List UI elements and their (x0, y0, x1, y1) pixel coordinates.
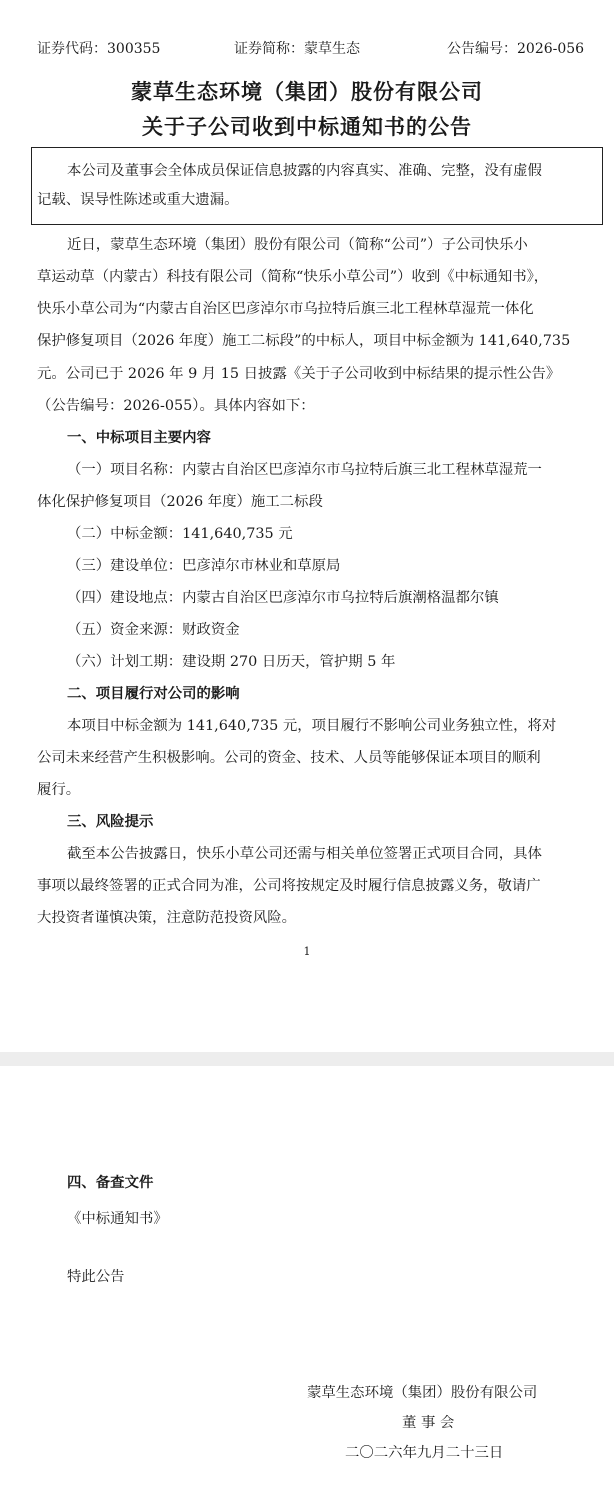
project-item: （四）建设地点：内蒙古自治区巴彦淖尔市乌拉特后旗潮格温都尔镇 (67, 590, 499, 606)
impact-line: 公司未来经营产生积极影响。公司的资金、技术、人员等能够保证本项目的顺利 (37, 750, 541, 766)
intro-line: 近日，蒙草生态环境（集团）股份有限公司（简称“公司”）子公司快乐小 (67, 237, 528, 253)
impact-line: 履行。 (37, 782, 81, 798)
stock-code: 证券代码：300355 (37, 41, 161, 57)
stock-short-name: 证券简称：蒙草生态 (234, 41, 360, 57)
statement-line: 记载、误导性陈述或重大遗漏。 (37, 192, 239, 208)
project-item: （五）资金来源：财政资金 (67, 622, 240, 638)
page-separator (0, 1052, 614, 1066)
section-heading: 二、项目履行对公司的影响 (67, 685, 240, 702)
company-title: 蒙草生态环境（集团）股份有限公司 (131, 79, 483, 104)
closing-text: 特此公告 (67, 1269, 125, 1285)
notice-number: 公告编号：2026-056 (447, 41, 585, 57)
intro-line: （公告编号：2026-055）。具体内容如下： (37, 398, 315, 414)
section-heading: 四、备查文件 (67, 1174, 154, 1191)
page-number: 1 (303, 945, 311, 958)
project-item: （一）项目名称：内蒙古自治区巴彦淖尔市乌拉特后旗三北工程林草湿荒一 (67, 462, 542, 478)
notice-title: 关于子公司收到中标通知书的公告 (142, 114, 472, 139)
reference-document: 《中标通知书》 (67, 1211, 168, 1227)
risk-line: 截至本公告披露日，快乐小草公司还需与相关单位签署正式项目合同，具体 (67, 846, 542, 862)
section-heading: 三、风险提示 (67, 813, 154, 830)
intro-line: 元。公司已于 2026 年 9 月 15 日披露《关于子公司收到中标结果的提示性公告》 (37, 366, 561, 382)
signature-company: 蒙草生态环境（集团）股份有限公司 (307, 1385, 538, 1401)
intro-line: 保护修复项目（2026 年度）施工二标段”的中标人，项目中标金额为 141,640,735 (37, 333, 571, 349)
risk-line: 大投资者谨慎决策，注意防范投资风险。 (37, 910, 297, 926)
signature-date: 二〇二六年九月二十三日 (345, 1445, 504, 1461)
intro-line: 快乐小草公司为“内蒙古自治区巴彦淖尔市乌拉特后旗三北工程林草湿荒一体化 (37, 301, 534, 317)
section-heading: 一、中标项目主要内容 (67, 429, 211, 446)
project-item: 体化保护修复项目（2026 年度）施工二标段 (37, 494, 323, 510)
document-page-2 (0, 1066, 614, 1490)
intro-line: 草运动草（内蒙古）科技有限公司（简称“快乐小草公司”）收到《中标通知书》， (37, 269, 549, 285)
signature-board: 董 事 会 (402, 1415, 455, 1431)
statement-box (31, 147, 603, 225)
project-item: （二）中标金额：141,640,735 元 (67, 526, 293, 542)
project-item: （三）建设单位：巴彦淖尔市林业和草原局 (67, 558, 341, 574)
risk-line: 事项以最终签署的正式合同为准，公司将按规定及时履行信息披露义务，敬请广 (37, 878, 541, 894)
statement-line: 本公司及董事会全体成员保证信息披露的内容真实、准确、完整，没有虚假 (67, 163, 542, 179)
impact-line: 本项目中标金额为 141,640,735 元，项目履行不影响公司业务独立性，将对 (67, 718, 557, 734)
project-item: （六）计划工期：建设期 270 日历天，管护期 5 年 (67, 654, 396, 670)
